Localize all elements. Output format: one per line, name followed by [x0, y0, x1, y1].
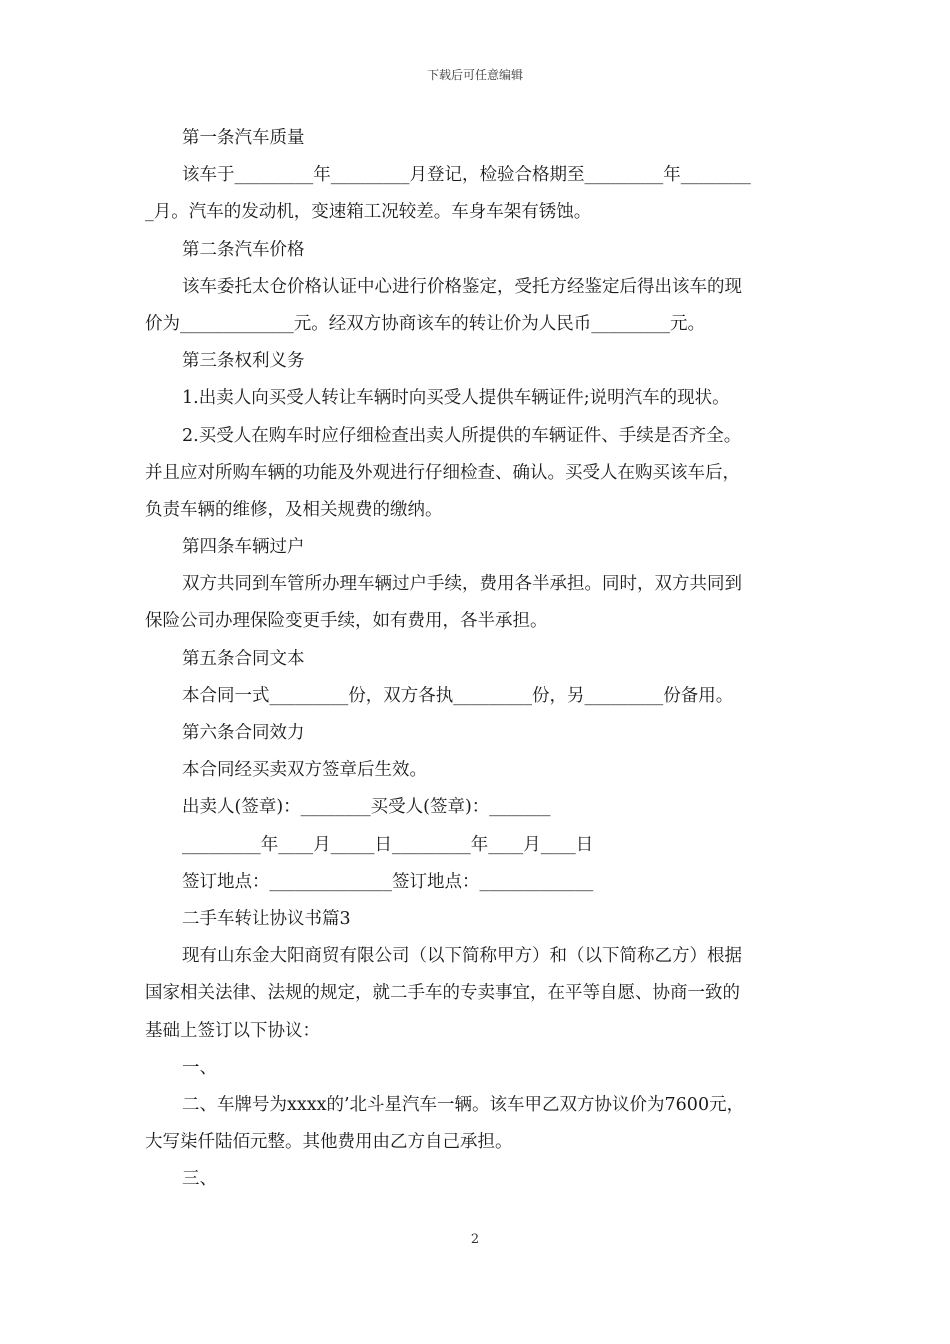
paragraph-line: 2.买受人在购车时应仔细检查出卖人所提供的车辆证件、手续是否齐全。 [182, 425, 742, 446]
article-4-heading: 第四条车辆过户 [182, 537, 305, 558]
paragraph-line: 该车委托太仓价格认证中心进行价格鉴定，受托方经鉴定后得出该车的现 [182, 276, 742, 297]
paragraph-line: 基础上签订以下协议： [145, 1020, 320, 1041]
paragraph-line: 并且应对所购车辆的功能及外观进行仔细检查、确认。买受人在购买该车后， [145, 462, 740, 483]
page-number: 2 [470, 1232, 480, 1247]
document-body [145, 120, 810, 1198]
paragraph-line: 负责车辆的维修，及相关规费的缴纳。 [145, 499, 443, 520]
article-6-heading: 第六条合同效力 [182, 723, 305, 743]
page-header: 下载后可任意编辑 [426, 68, 523, 82]
paragraph-line: _月。汽车的发动机，变速箱工况较差。车身车架有锈蚀。 [145, 202, 592, 223]
paragraph-line: 价为_____________元。经双方协商该车的转让价为人民币_________元。 [145, 313, 705, 334]
article-2-heading: 第二条汽车价格 [182, 239, 305, 260]
paragraph-line: 大写柒仟陆佰元整。其他费用由乙方自己承担。 [145, 1132, 513, 1153]
section-title: 二手车转让协议书篇3 [182, 908, 351, 929]
paragraph-line: 现有山东金大阳商贸有限公司（以下简称甲方）和（以下简称乙方）根据 [182, 946, 742, 967]
paragraph-line: 1.出卖人向买受人转让车辆时向买受人提供车辆证件;说明汽车的现状。 [182, 388, 730, 409]
signature-line: 出卖人(签章)：________买受人(签章)：_______ [182, 797, 551, 818]
article-3-heading: 第三条权利义务 [182, 351, 305, 372]
article-5-heading: 第五条合同文本 [182, 648, 305, 669]
signing-place-line: 签订地点：______________签订地点：_____________ [182, 871, 594, 892]
paragraph-line: 该车于_________年_________月登记，检验合格期至_________年________ [182, 165, 751, 186]
paragraph-line: 双方共同到车管所办理车辆过户手续，费用各半承担。同时，双方共同到 [182, 574, 742, 595]
clause-3: 三、 [182, 1169, 217, 1190]
date-line: _________年____月_____日_________年____月____日 [182, 834, 594, 855]
paragraph-line: 保险公司办理保险变更手续，如有费用，各半承担。 [145, 611, 548, 632]
paragraph-line: 本合同一式_________份，双方各执_________份，另_________份备用。 [182, 685, 734, 706]
clause-1: 一、 [182, 1057, 217, 1078]
clause-2: 二、车牌号为xxxx的’北斗星汽车一辆。该车甲乙双方协议价为7600元， [182, 1094, 745, 1115]
paragraph-line: 国家相关法律、法规的规定，就二手车的专卖事宜，在平等自愿、协商一致的 [145, 983, 740, 1004]
article-1-heading: 第一条汽车质量 [182, 128, 305, 148]
paragraph-line: 本合同经买卖双方签章后生效。 [182, 760, 427, 781]
